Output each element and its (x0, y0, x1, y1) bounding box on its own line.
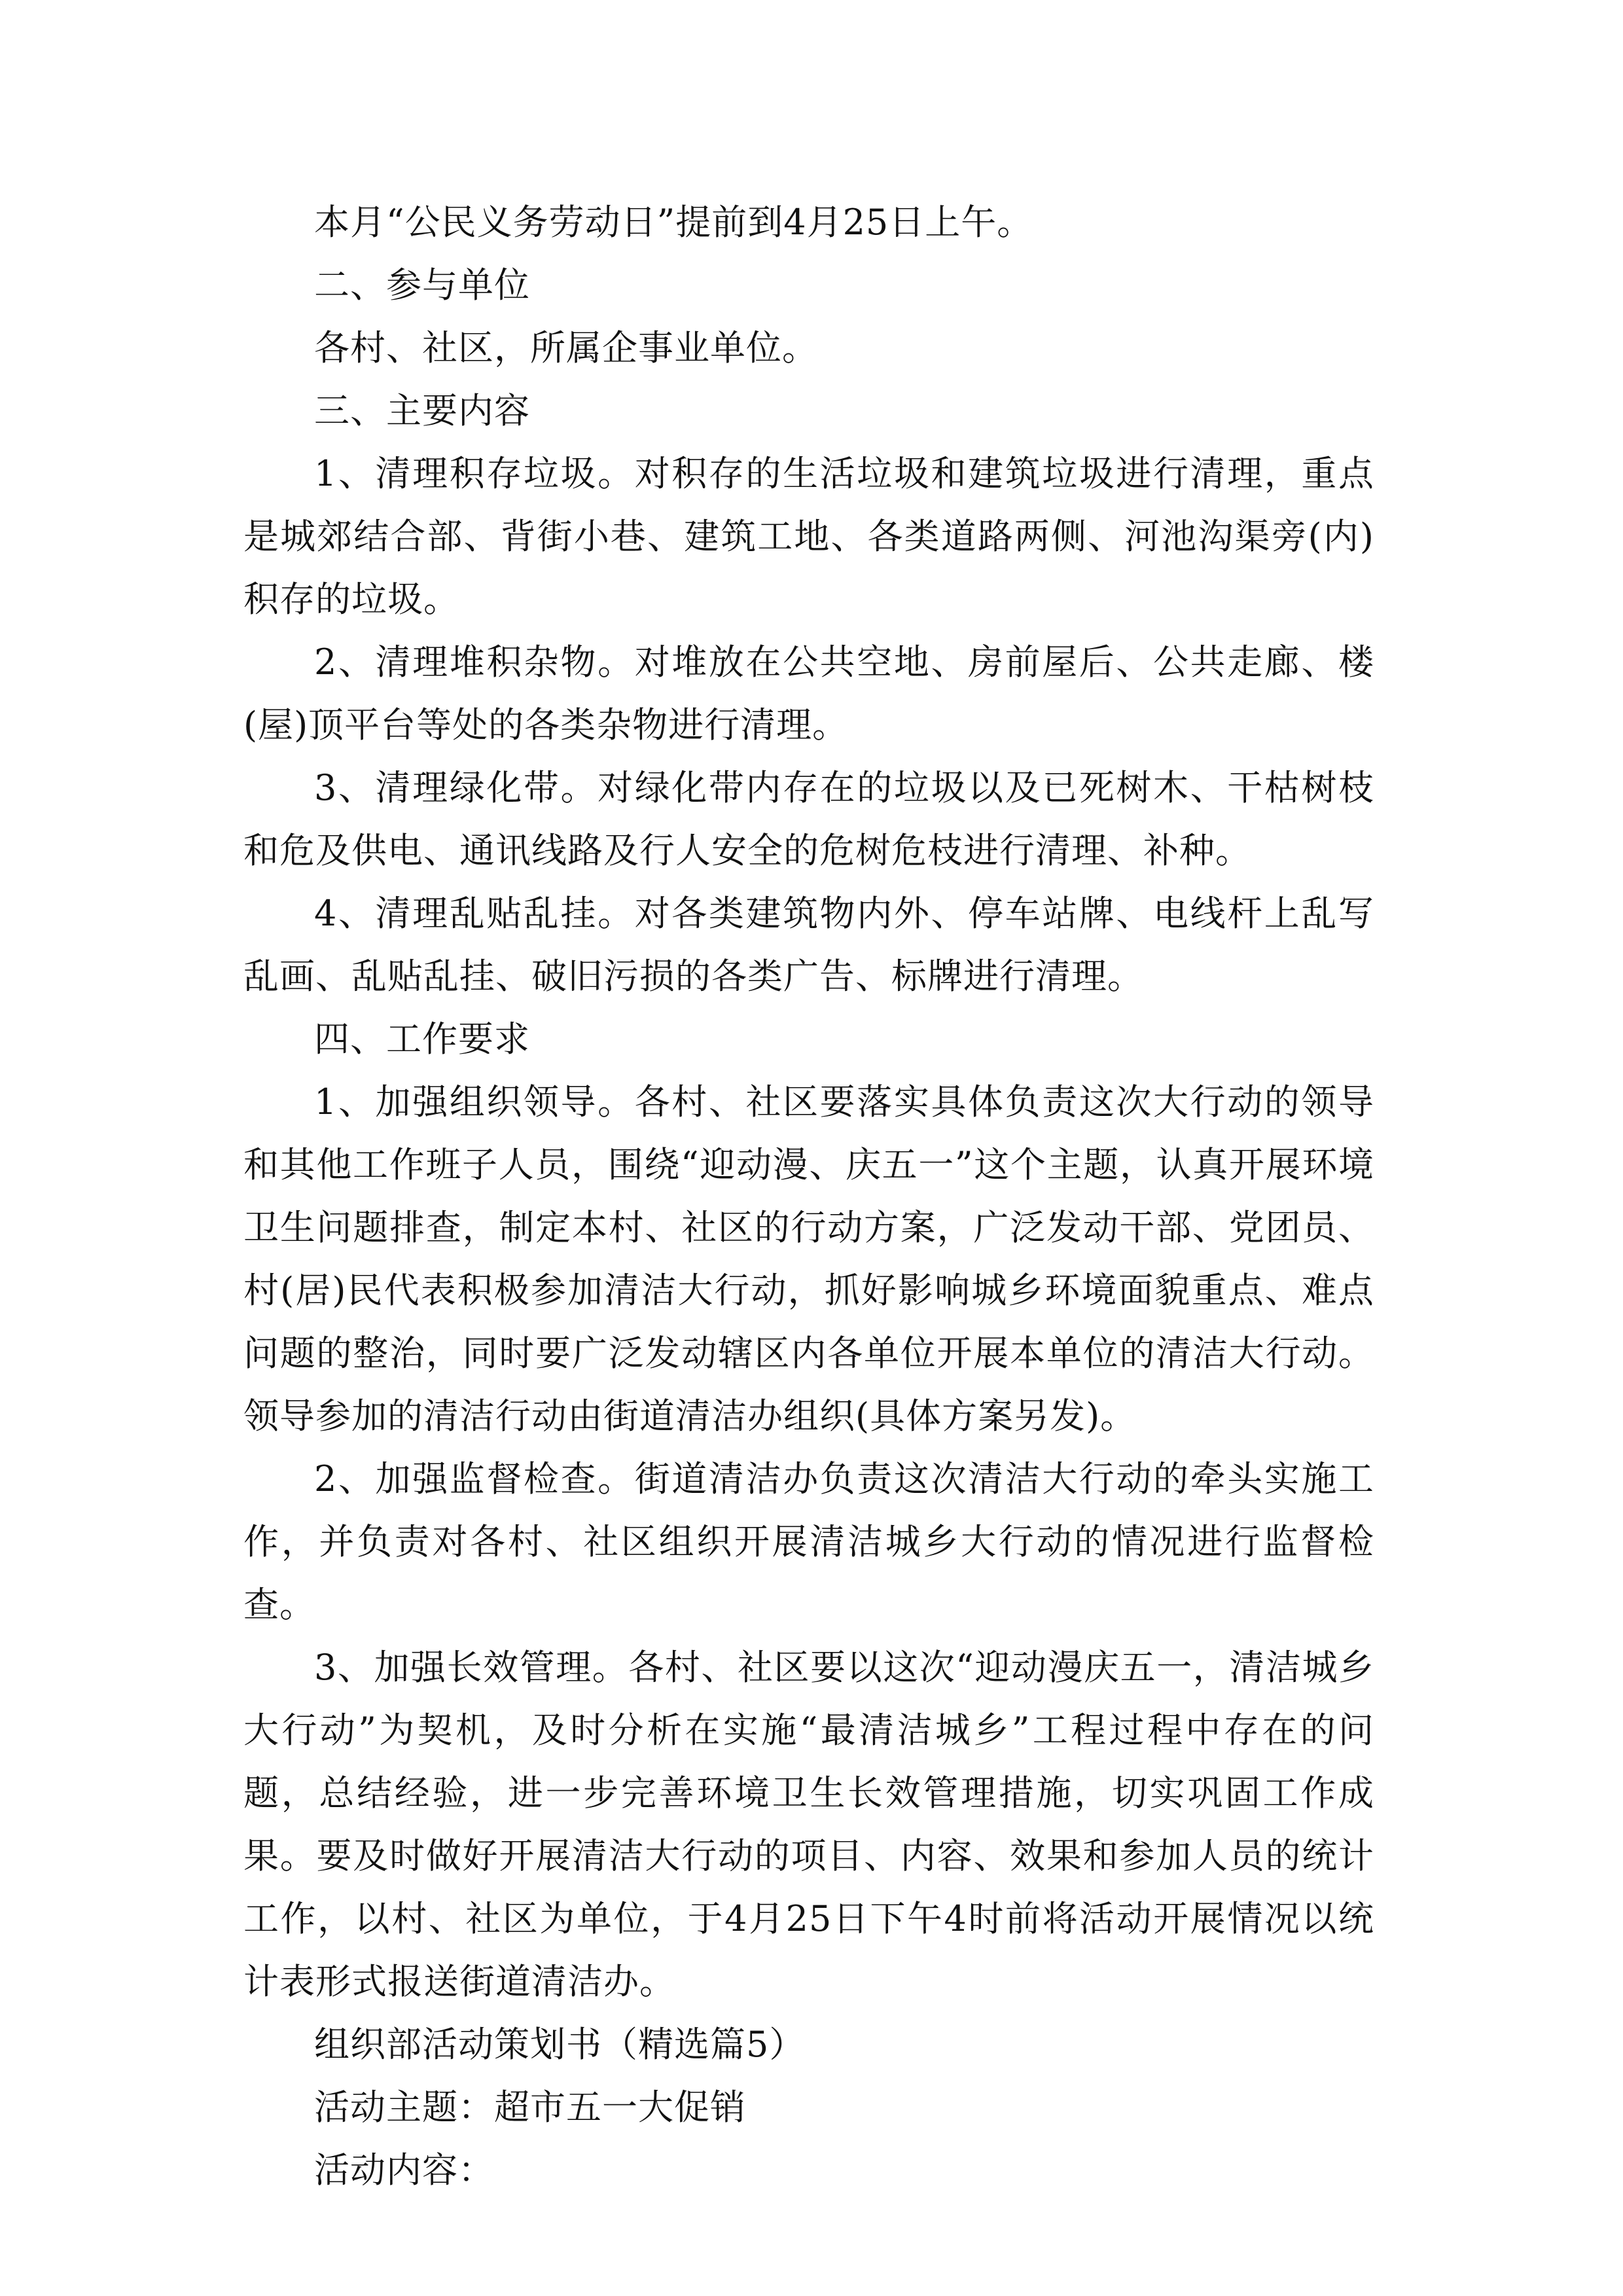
paragraph-activity-theme: 活动主题：超市五一大促销 (314, 2087, 746, 2128)
paragraph-requirement-3: 3、加强长效管理。各村、社区要以这次“迎动漫庆五一，清洁城乡大行动”为契机，及时分析在实施“最清洁城乡”工程过程中存在的问题，总结经验，进一步完善环境卫生长效管理措施，切实巩固工作成果。要及时做好开展清洁大行动的项目、内容、效果和参加人员的统计工作，以村、社区为单位，于4月25日下午4时前将活动开展情况以统计表形式报送街道清洁办。 (243, 1647, 1374, 2002)
section-title-plan-5: 组织部活动策划书（精选篇5） (314, 2024, 806, 2065)
heading-main-content: 三、主要内容 (314, 390, 530, 431)
paragraph-requirement-1: 1、加强组织领导。各村、社区要落实具体负责这次大行动的领导和其他工作班子人员，围绕“迎动漫、庆五一”这个主题，认真开展环境卫生问题排查，制定本村、社区的行动方案，广泛发动干部、党团员、村(居)民代表积极参加清洁大行动，抓好影响城乡环境面貌重点、难点问题的整治，同时要广泛发动辖区内各单位开展本单位的清洁大行动。领导参加的清洁行动由街道清洁办组织(具体方案另发)。 (243, 1081, 1374, 1437)
paragraph-activity-content: 活动内容： (314, 2149, 494, 2191)
paragraph-content-item-1: 1、清理积存垃圾。对积存的生活垃圾和建筑垃圾进行清理，重点是城郊结合部、背街小巷、建筑工地、各类道路两侧、河池沟渠旁(内)积存的垃圾。 (243, 453, 1374, 620)
heading-participants: 二、参与单位 (314, 264, 530, 306)
paragraph-notice-date: 本月“公民义务劳动日”提前到4月25日上午。 (314, 202, 1033, 243)
paragraph-participants: 各村、社区，所属企事业单位。 (314, 327, 818, 368)
heading-work-requirements: 四、工作要求 (314, 1018, 530, 1060)
paragraph-content-item-4: 4、清理乱贴乱挂。对各类建筑物内外、停车站牌、电线杆上乱写乱画、乱贴乱挂、破旧污损的各类广告、标牌进行清理。 (243, 893, 1374, 997)
paragraph-content-item-3: 3、清理绿化带。对绿化带内存在的垃圾以及已死树木、干枯树枝和危及供电、通讯线路及行人安全的危树危枝进行清理、补种。 (243, 767, 1374, 871)
paragraph-requirement-2: 2、加强监督检查。街道清洁办负责这次清洁大行动的牵头实施工作，并负责对各村、社区组织开展清洁城乡大行动的情况进行监督检查。 (243, 1458, 1374, 1625)
paragraph-content-item-2: 2、清理堆积杂物。对堆放在公共空地、房前屋后、公共走廊、楼(屋)顶平台等处的各类杂物进行清理。 (243, 641, 1374, 745)
